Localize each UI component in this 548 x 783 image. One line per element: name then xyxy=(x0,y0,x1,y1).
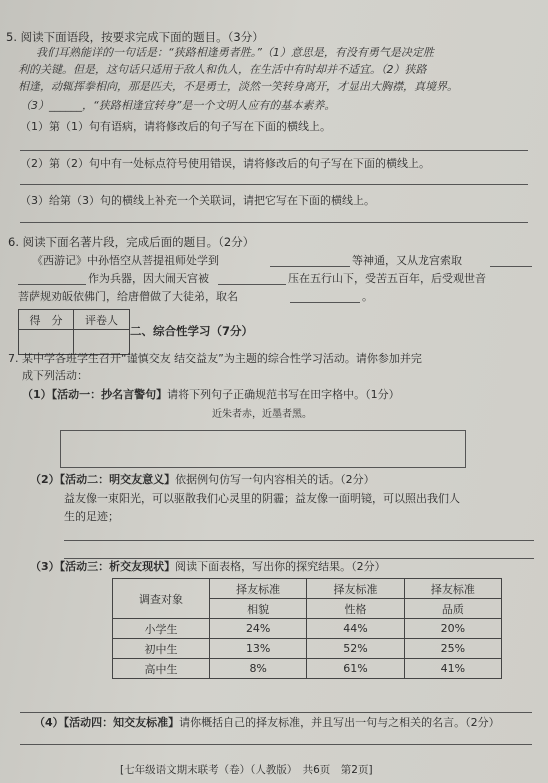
survey-table xyxy=(112,578,502,679)
q5-passage-line3: 相逢，动辄挥拳相向，那是匹夫，不是勇士，淡然一笑转身离开，才显出大胸襟，真境界。 xyxy=(18,80,458,93)
row-value: 20% xyxy=(404,619,501,639)
quote-text: 近朱者赤，近墨者黑。 xyxy=(212,409,312,420)
row-value: 8% xyxy=(210,659,307,679)
q7-intro-line1: 7. 某中学各班学生召开“谨慎交友 结交益友”为主题的综合性学习活动。请你参加并完 xyxy=(8,352,422,365)
q7-intro-line2: 成下列活动： xyxy=(22,369,88,382)
table-row xyxy=(113,639,502,659)
q5-passage-line2: 利的关键。但是，这句话只适用于敌人和仇人，在生活中有时却并不适宜。（2）狭路 xyxy=(18,63,427,76)
q5-answer-line-1[interactable] xyxy=(20,150,528,151)
row-value: 24% xyxy=(210,619,307,639)
activity2-text: 依据例句仿写一句内容相关的话。（2分） xyxy=(175,473,375,486)
q6-line2a: 作为兵器，因大闹天宫被 xyxy=(88,272,209,285)
activity3-label: （3）【活动三：析交友现状】 xyxy=(30,560,176,573)
q5-answer-line-2[interactable] xyxy=(20,184,528,185)
activity4-label: （4）【活动四：知交友标准】 xyxy=(34,716,180,729)
q6-blank-5[interactable] xyxy=(290,302,360,303)
q6-blank-1[interactable] xyxy=(270,266,350,267)
writing-grid[interactable] xyxy=(60,430,466,468)
score-header: 得 分 xyxy=(19,310,74,330)
q6-line1a: 《西游记》中孙悟空从菩提祖师处学到 xyxy=(32,254,219,267)
footer-page-number: 第2页] xyxy=(340,764,373,776)
q5-sub1: （1）第（1）句有语病，请将修改后的句子写在下面的横线上。 xyxy=(20,120,331,133)
q7-answer-line-3[interactable] xyxy=(20,712,532,713)
table-head-std-3: 择友标准 xyxy=(404,579,501,599)
q6-blank-3[interactable] xyxy=(18,284,86,285)
q7-answer-line-4[interactable] xyxy=(20,744,532,745)
footer-total-pages: 共6页 xyxy=(302,764,331,776)
q6-title: 6. 阅读下面名著片段，完成后面的题目。（2分） xyxy=(8,235,255,249)
q6-line3-end: 。 xyxy=(362,290,373,303)
table-subhead-personality: 性格 xyxy=(307,599,404,619)
table-head-object: 调查对象 xyxy=(113,579,210,619)
q5-passage-line4: （3）______，“狭路相逢宜转身”是一个文明人应有的基本素养。 xyxy=(20,99,336,112)
q5-sub3: （3）给第（3）句的横线上补充一个关联词，请把它写在下面的横线上。 xyxy=(20,194,375,207)
footer-title: [七年级语文期末联考（卷）（人教版） xyxy=(120,764,293,776)
q7-example-line1: 益友像一束阳光，可以驱散我们心灵里的阴霾；益友像一面明镜，可以照出我们人 xyxy=(64,492,460,505)
table-subhead-character: 品质 xyxy=(404,599,501,619)
row-group: 初中生 xyxy=(113,639,210,659)
q6-blank-2[interactable] xyxy=(490,266,532,267)
q6-line3: 菩萨规劝皈依佛门，给唐僧做了大徒弟，取名 xyxy=(18,290,238,303)
q7-activity4 xyxy=(34,716,500,730)
section-2-heading: 二、综合性学习（7分） xyxy=(130,324,254,338)
row-value: 41% xyxy=(404,659,501,679)
score-cell[interactable] xyxy=(19,330,74,354)
q7-activity3 xyxy=(30,560,386,574)
q5-answer-line-3[interactable] xyxy=(20,222,528,223)
row-value: 52% xyxy=(307,639,404,659)
score-box xyxy=(18,309,130,355)
q5-passage-line1: 我们耳熟能详的一句话是：“狭路相逢勇者胜。”（1）意思是，有没有勇气是决定胜 xyxy=(36,46,434,59)
table-row xyxy=(113,619,502,639)
q5-sub2: （2）第（2）句中有一处标点符号使用错误，请将修改后的句子写在下面的横线上。 xyxy=(20,157,430,170)
table-row xyxy=(113,659,502,679)
q6-blank-4[interactable] xyxy=(218,284,286,285)
activity3-text: 阅读下面表格，写出你的探究结果。（2分） xyxy=(175,560,386,573)
footer xyxy=(120,763,373,777)
row-value: 13% xyxy=(210,639,307,659)
activity1-label: （1）【活动一：抄名言警句】 xyxy=(22,388,168,401)
row-value: 25% xyxy=(404,639,501,659)
row-group: 高中生 xyxy=(113,659,210,679)
table-head-std-1: 择友标准 xyxy=(210,579,307,599)
table-subhead-looks: 相貌 xyxy=(210,599,307,619)
row-value: 44% xyxy=(307,619,404,639)
grader-header: 评卷人 xyxy=(74,310,129,330)
q5-title: 5. 阅读下面语段，按要求完成下面的题目。（3分） xyxy=(6,30,264,44)
q7-answer-line-1[interactable] xyxy=(64,540,534,541)
activity4-text: 请你概括自己的择友标准，并且写出一句与之相关的名言。（2分） xyxy=(179,716,500,729)
q7-example-line2: 生的足迹； xyxy=(64,510,119,523)
row-group: 小学生 xyxy=(113,619,210,639)
activity1-text: 请将下列句子正确规范书写在田字格中。（1分） xyxy=(167,388,400,401)
q7-activity2 xyxy=(30,473,375,487)
table-head-std-2: 择友标准 xyxy=(307,579,404,599)
q6-line2b: 压在五行山下，受苦五百年，后受观世音 xyxy=(288,272,486,285)
row-value: 61% xyxy=(307,659,404,679)
q6-line1b: 等神通，又从龙宫索取 xyxy=(352,254,462,267)
q7-activity1 xyxy=(22,388,400,402)
q7-answer-line-2[interactable] xyxy=(64,558,534,559)
activity2-label: （2）【活动二：明交友意义】 xyxy=(30,473,176,486)
grader-cell[interactable] xyxy=(74,330,129,354)
